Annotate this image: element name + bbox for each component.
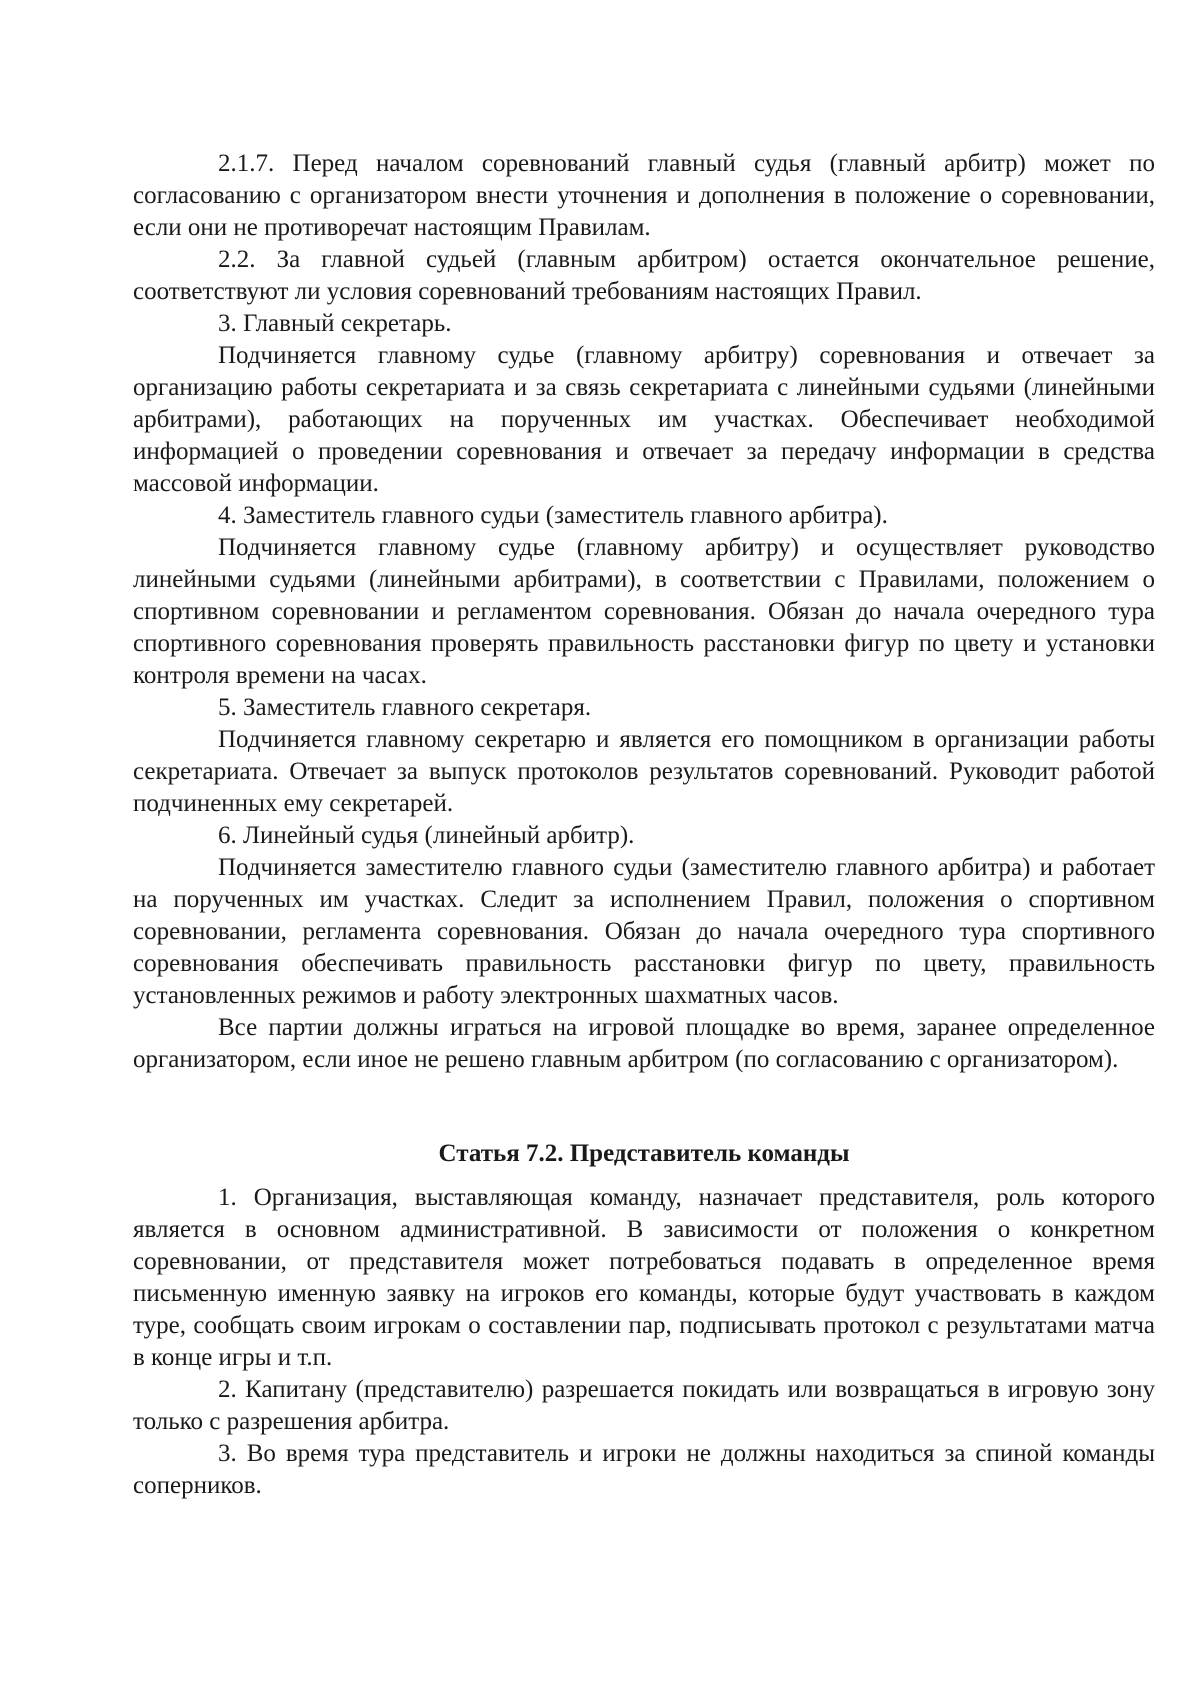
paragraph-line-judge-duties: Подчиняется заместителю главного судьи (заместителю главного арбитра) и работает на порученных им участках. Следит за исполнением Правил, положения о спортивном соревновании, регламента соревнования. Обязан до начала очередного тура спортивного соревнования обеспечивать правильность расстановки фигур по цвету, правильность установленных режимов и работу электронных шахматных часов.: [133, 854, 1155, 1009]
paragraph-deputy-secretary-title: 5. Заместитель главного секретаря.: [218, 694, 592, 721]
paragraph-behind-opponents: 3. Во время тура представитель и игроки не должны находиться за спиной команды соперников.: [133, 1440, 1155, 1499]
paragraph-team-representative: 1. Организация, выставляющая команду, назначает представителя, роль которого является в основном административной. В зависимости от положения о конкретном соревновании, от представителя может потребоваться подавать в определенное время письменную именную заявку на игроков его команды, которые будут участвовать в каждом туре, сообщать своим игрокам о составлении пар, подписывать протокол с результатами матча в конце игры и т.п.: [133, 1184, 1155, 1371]
paragraph-2-2: 2.2. За главной судьей (главным арбитром) остается окончательное решение, соответствуют ли условия соревнований требованиям настоящих Правил.: [133, 246, 1155, 305]
paragraph-games-schedule: Все партии должны играться на игровой площадке во время, заранее определенное организатором, если иное не решено главным арбитром (по согласованию с организатором).: [133, 1014, 1155, 1073]
paragraph-chief-secretary-duties: Подчиняется главному судье (главному арбитру) соревнования и отвечает за организацию работы секретариата и за связь секретариата с линейными судьями (линейными арбитрами), работающих на порученных им участках. Обеспечивает необходимой информацией о проведении соревнования и отвечает за передачу информации в средства массовой информации.: [133, 342, 1155, 497]
paragraph-deputy-chief-judge-title: 4. Заместитель главного судьи (заместитель главного арбитра).: [218, 502, 888, 529]
paragraph-2-1-7: 2.1.7. Перед началом соревнований главный судья (главный арбитр) может по согласованию с организатором внести уточнения и дополнения в положение о соревновании, если они не противоречат настоящим Правилам.: [133, 150, 1155, 241]
paragraph-captain-leaving: 2. Капитану (представителю) разрешается покидать или возвращаться в игровую зону только с разрешения арбитра.: [133, 1376, 1155, 1435]
paragraph-deputy-chief-judge-duties: Подчиняется главному судье (главному арбитру) и осуществляет руководство линейными судьями (линейными арбитрами), в соответствии с Правилами, положением о спортивном соревновании и регламентом соревнования. Обязан до начала очередного тура спортивного соревнования проверять правильность расстановки фигур по цвету и установки контроля времени на часах.: [133, 534, 1155, 689]
document-body: [133, 148, 1155, 1502]
section-heading: Статья 7.2. Представитель команды: [438, 1140, 850, 1167]
paragraph-chief-secretary-title: 3. Главный секретарь.: [218, 310, 452, 337]
paragraph-line-judge-title: 6. Линейный судья (линейный арбитр).: [218, 822, 635, 849]
paragraph-deputy-secretary-duties: Подчиняется главному секретарю и является его помощником в организации работы секретариата. Отвечает за выпуск протоколов результатов соревнований. Руководит работой подчиненных ему секретарей.: [133, 726, 1155, 817]
